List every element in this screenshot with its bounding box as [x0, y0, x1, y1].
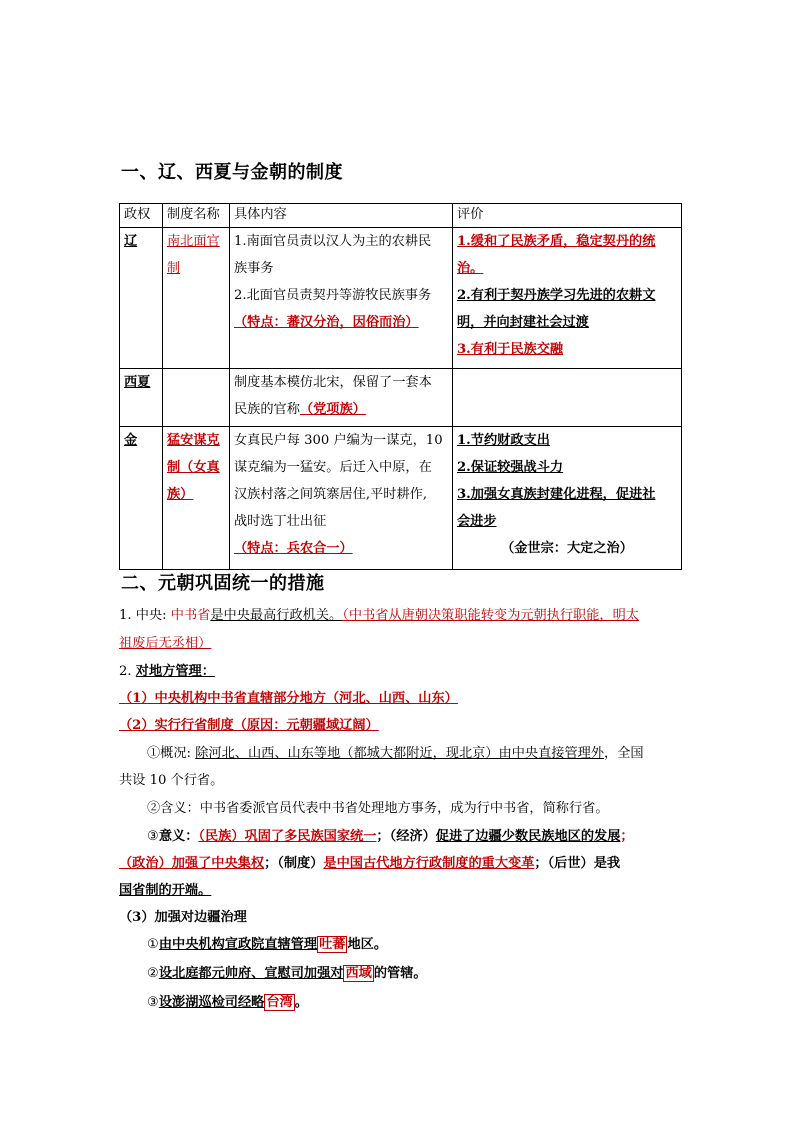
table-row-xixia: [120, 369, 682, 427]
significance-line-cont: [119, 852, 681, 871]
highlight-text: 是中国古代地方行政制度的重大变革: [323, 856, 535, 871]
item-text: （1）中央机构中书省直辖部分地方（河北、山西、山东）: [119, 691, 458, 706]
evaluation-cell: [453, 369, 682, 427]
content-line: 谋克编为一猛安。后迁入中原，在: [234, 460, 432, 475]
table-header-row: [120, 204, 682, 228]
item-label: 对地方管理：: [135, 664, 215, 679]
content-line: 汉族村落之间筑寨居住,平时耕作,: [234, 487, 428, 502]
item-text: （3）加强对边疆治理: [119, 910, 247, 925]
content-cell: [230, 228, 453, 369]
evaluation-line: 会进步: [457, 514, 497, 529]
table-row-liao: [120, 228, 682, 369]
item-text: 1. 中央:: [119, 608, 171, 623]
header-cell: 政权: [120, 204, 163, 228]
evaluation-line: 2.保证较强战斗力: [457, 460, 564, 475]
item-text: ；（制度）: [264, 856, 324, 871]
item-text: 。: [294, 995, 308, 1010]
section-2-title: 二、元朝巩固统一的措施: [121, 573, 325, 594]
note-text: （中书省从唐朝决策职能转变为元朝执行职能，明太: [342, 608, 639, 623]
note-text: 祖废后无丞相）: [119, 636, 212, 651]
system-name: 南北面官: [167, 234, 220, 249]
regime-name: 辽: [124, 234, 138, 249]
item-text: 设澎湖巡检司经略: [158, 995, 265, 1010]
item-text: ②含义：中书省委派官员代表中书省处理地方事务，成为行中书省，简称行省。: [147, 801, 609, 816]
system-name: 制（女真: [167, 460, 220, 475]
regime-name: 西夏: [124, 375, 151, 390]
header-cell: 具体内容: [230, 204, 453, 228]
item-text: ；: [620, 829, 634, 844]
content-line: 1.南面官员责以汉人为主的农耕民: [234, 234, 432, 249]
overview-line: [147, 742, 681, 761]
item-text: ，全国: [604, 746, 644, 761]
content-feature: （特点：兵农合一）: [234, 541, 353, 556]
system-name: 制: [167, 261, 181, 276]
evaluation-line: 3.加强女真族封建化进程，促进社: [457, 487, 656, 502]
frontier-heading: [119, 906, 681, 925]
table-row-jin: [120, 427, 682, 570]
system-cell: [163, 427, 230, 570]
meaning-line: [147, 797, 681, 816]
local-management-heading: [119, 660, 681, 679]
highlight-text: 中书省: [170, 608, 211, 623]
item-text: ①: [147, 937, 159, 952]
item-text: 由中央机构宣政院直辖管理: [158, 937, 318, 952]
evaluation-line: 2.有利于契丹族学习先进的农耕文: [457, 288, 656, 303]
content-cell: [230, 427, 453, 570]
region-name: 台湾: [266, 995, 293, 1010]
content-cell: [230, 369, 453, 427]
system-name: 族）: [167, 487, 194, 502]
item-text: 的管辖。: [373, 966, 427, 981]
content-line: 战时选丁壮出征: [234, 514, 327, 529]
significance-line: [147, 825, 681, 844]
content-line: 女真民户每 300 户编为一谋克，10: [234, 433, 443, 448]
regime-systems-table: [119, 203, 682, 570]
regime-name: 金: [124, 433, 138, 448]
item-text: 除河北、山西、山东等地（都城大都附近，现北京）由中央直接管理外: [195, 746, 605, 761]
evaluation-cell: [453, 228, 682, 369]
frontier-tibet-line: [147, 933, 681, 952]
direct-rule-line: [119, 687, 681, 706]
highlight-text: 促进了边疆少数民族地区的发展: [435, 829, 621, 844]
content-feature: （特点：蕃汉分治，因俗而治）: [234, 315, 419, 330]
item-text: ①概况:: [147, 746, 196, 761]
region-name: 吐蕃: [319, 937, 346, 952]
evaluation-cell: [453, 427, 682, 570]
regime-cell: [120, 228, 163, 369]
item-label: 意义：: [158, 829, 199, 844]
item-number: 2.: [119, 664, 136, 679]
item-text: ③: [147, 995, 159, 1010]
evaluation-line: 明，并向封建社会过渡: [457, 315, 589, 330]
significance-line-end: [119, 879, 681, 898]
evaluation-line: 1.缓和了民族矛盾，稳定契丹的统: [457, 234, 656, 249]
item-text: 设北庭都元帅府、宣慰司加强对: [158, 966, 344, 981]
evaluation-note: （金世宗：大定之治）: [501, 541, 633, 556]
item-text: ②: [147, 966, 159, 981]
regime-cell: [120, 427, 163, 570]
frontier-taiwan-line: [147, 991, 681, 1010]
item-text: （2）实行行省制度（原因：元朝疆域辽阔）: [119, 718, 379, 733]
content-line: 族事务: [234, 261, 274, 276]
central-paragraph: [119, 604, 681, 623]
header-cell: 评价: [453, 204, 682, 228]
content-ethnic-note: （党项族）: [299, 402, 366, 417]
section-1-title: 一、辽、西夏与金朝的制度: [121, 162, 343, 183]
item-text: ③: [147, 829, 159, 844]
evaluation-line: 3.有利于民族交融: [457, 342, 564, 357]
item-text: 是中央最高行政机关。: [210, 608, 343, 623]
content-line: 制度基本模仿北宋，保留了一套本: [234, 375, 432, 390]
evaluation-line: 治。: [457, 261, 484, 276]
item-text: ；（后世）是我: [534, 856, 621, 871]
item-text: 共设 10 个行省。: [119, 773, 224, 788]
content-line: 2.北面官员责契丹等游牧民族事务: [234, 288, 432, 303]
regime-cell: [120, 369, 163, 427]
overview-line-cont: [119, 769, 681, 788]
system-cell: [163, 228, 230, 369]
content-line: 民族的官称: [234, 402, 300, 417]
system-name: 猛安谋克: [167, 433, 220, 448]
item-text: ；（经济）: [376, 829, 436, 844]
highlight-text: （政治）加强了中央集权: [119, 856, 265, 871]
frontier-xiyu-line: [147, 962, 681, 981]
province-system-line: [119, 714, 681, 733]
evaluation-line: 1.节约财政支出: [457, 433, 550, 448]
highlight-text: （民族）巩固了多民族国家统一: [198, 829, 377, 844]
central-paragraph-cont: [119, 632, 681, 651]
region-name: 西域: [345, 966, 372, 981]
header-cell: 制度名称: [163, 204, 230, 228]
system-cell: [163, 369, 230, 427]
highlight-text: 国省制的开端。: [119, 883, 212, 898]
item-text: 地区。: [347, 937, 388, 952]
